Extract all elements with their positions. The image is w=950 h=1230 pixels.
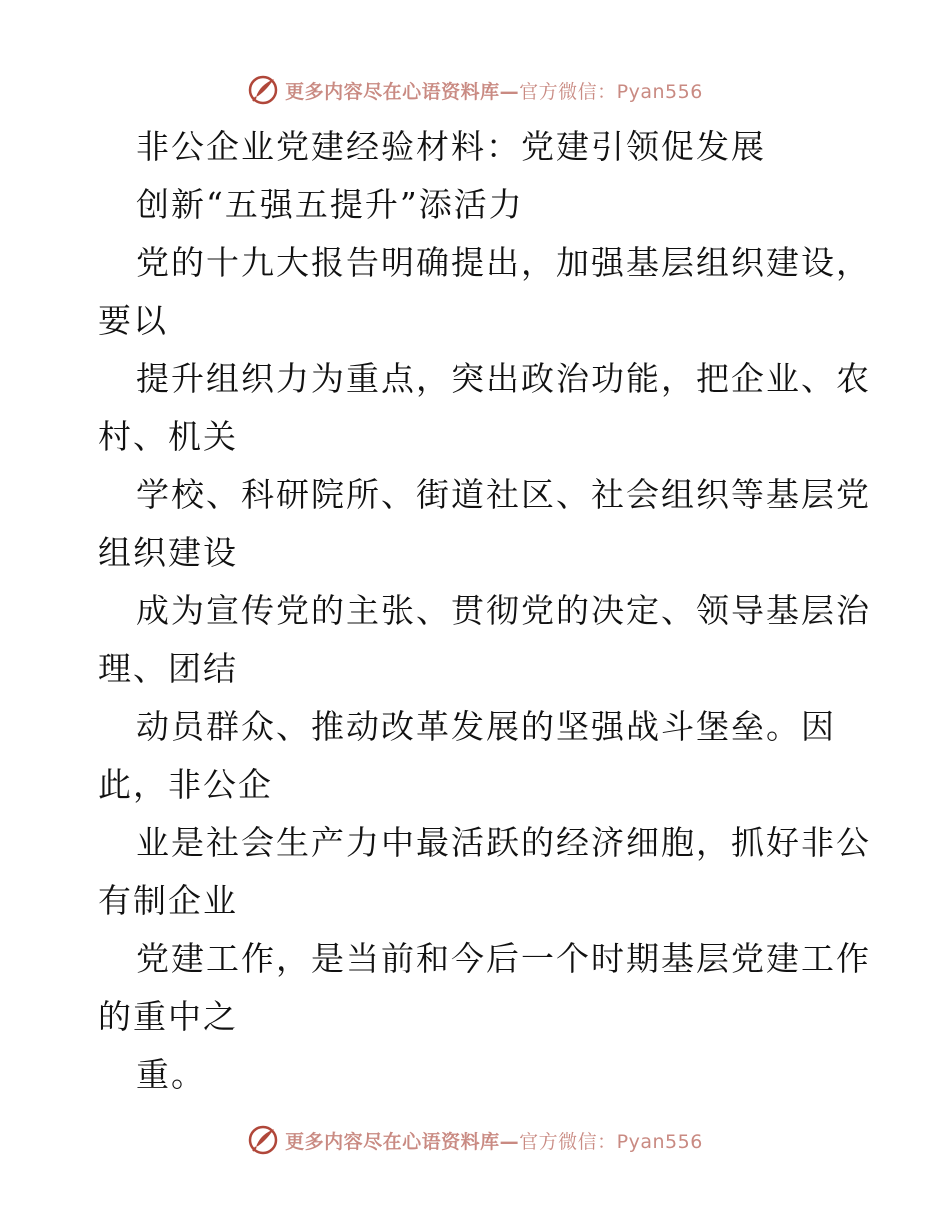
paragraph-line: 动员群众、推动改革发展的坚强战斗堡垒。因 [136, 707, 836, 746]
paragraph-line: 此，非公企 [98, 765, 273, 804]
title-line-1: 非公企业党建经验材料：党建引领促发展 [136, 127, 766, 166]
document-body [98, 118, 871, 1104]
banner-wechat: 官方微信：Pyan556 [519, 1130, 703, 1153]
paragraph-line: 组织建设 [98, 533, 238, 572]
banner-slogan: 更多内容尽在心语资料库— [285, 1130, 520, 1153]
paragraph-line: 有制企业 [98, 881, 238, 920]
title-line-2: 创新“五强五提升”添活力 [136, 185, 524, 224]
paragraph-line: 业是社会生产力中最活跃的经济细胞，抓好非公 [136, 823, 871, 862]
paragraph-line: 理、团结 [98, 649, 238, 688]
header-banner [0, 70, 950, 110]
paragraph-line: 村、机关 [98, 417, 238, 456]
paragraph-line: 学校、科研院所、街道社区、社会组织等基层党 [136, 475, 871, 514]
paragraph-line: 党建工作，是当前和今后一个时期基层党建工作 [136, 939, 871, 978]
paragraph-line: 提升组织力为重点，突出政治功能，把企业、农 [136, 359, 871, 398]
paragraph-line: 的重中之 [98, 997, 238, 1036]
banner-text [285, 1127, 703, 1154]
footer-banner [0, 1120, 950, 1160]
banner-slogan: 更多内容尽在心语资料库— [285, 80, 520, 103]
feather-pen-logo-icon [247, 1124, 279, 1156]
paragraph-line: 党的十九大报告明确提出，加强基层组织建设， [136, 243, 871, 282]
banner-wechat: 官方微信：Pyan556 [519, 80, 703, 103]
banner-text [285, 77, 703, 104]
paragraph-line: 成为宣传党的主张、贯彻党的决定、领导基层治 [136, 591, 871, 630]
feather-pen-logo-icon [247, 74, 279, 106]
paragraph-line: 重。 [136, 1055, 206, 1094]
paragraph-line: 要以 [98, 301, 168, 340]
